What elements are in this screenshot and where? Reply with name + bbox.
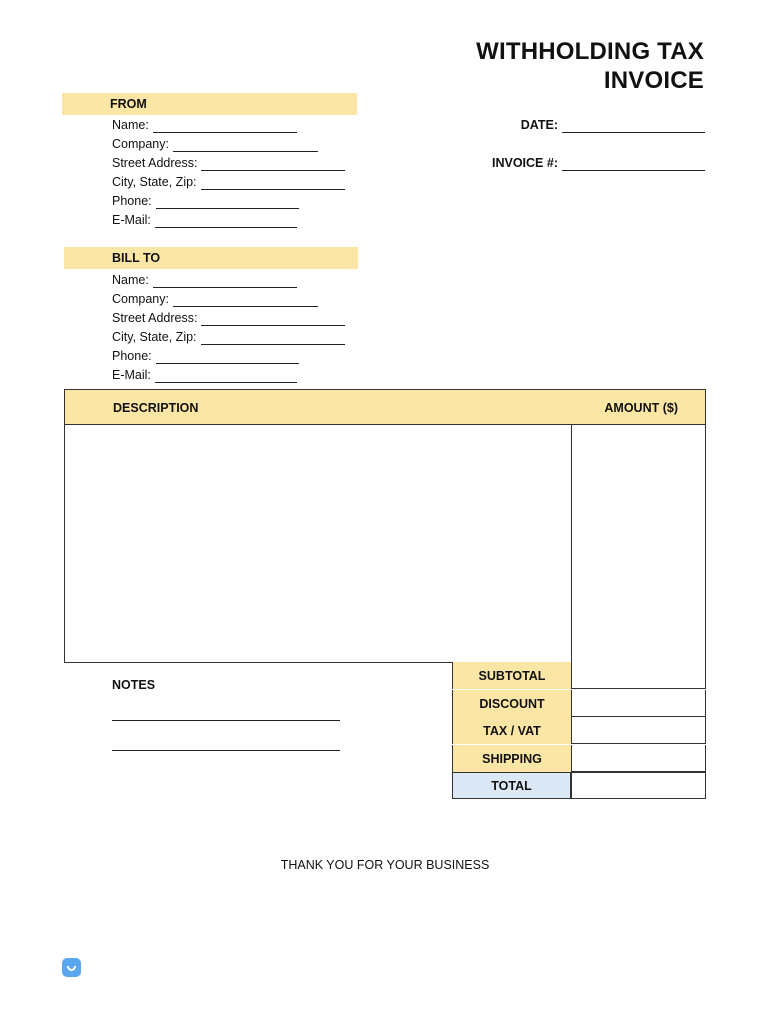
from-email-line — [155, 215, 297, 228]
description-header: DESCRIPTION — [113, 401, 199, 415]
bill-company-label: Company: — [112, 292, 169, 306]
bill-city-field[interactable] — [112, 329, 345, 345]
bill-to-band — [64, 247, 358, 269]
invoice-number-field[interactable] — [492, 155, 705, 171]
bill-name-label: Name: — [112, 273, 149, 287]
items-header-row — [65, 390, 705, 425]
bill-to-heading: BILL TO — [112, 251, 161, 265]
thank-you-message: THANK YOU FOR YOUR BUSINESS — [280, 858, 490, 872]
tax-label: TAX / VAT — [452, 717, 571, 744]
from-street-line — [201, 158, 345, 171]
notes-line-1[interactable] — [112, 720, 340, 721]
from-phone-field[interactable] — [112, 193, 299, 209]
tax-value[interactable] — [571, 717, 706, 744]
bill-email-label: E-Mail: — [112, 368, 151, 382]
from-name-line — [153, 120, 297, 133]
from-company-field[interactable] — [112, 136, 318, 152]
bill-phone-label: Phone: — [112, 349, 152, 363]
invoice-number-label: INVOICE #: — [492, 156, 558, 170]
from-heading: FROM — [110, 97, 147, 111]
from-email-field[interactable] — [112, 212, 297, 228]
bill-street-field[interactable] — [112, 310, 345, 326]
from-name-field[interactable] — [112, 117, 297, 133]
from-street-field[interactable] — [112, 155, 345, 171]
invoice-number-line — [562, 158, 705, 171]
total-value[interactable] — [571, 772, 706, 799]
bill-city-line — [201, 332, 345, 345]
title-line-2: INVOICE — [603, 67, 704, 94]
discount-value[interactable] — [571, 690, 706, 717]
bill-phone-line — [156, 351, 299, 364]
tax-row — [452, 717, 706, 744]
items-table — [64, 389, 706, 663]
date-field[interactable] — [521, 117, 705, 133]
subtotal-row — [452, 662, 706, 689]
bill-company-line — [173, 294, 318, 307]
from-city-label: City, State, Zip: — [112, 175, 197, 189]
shipping-row — [452, 745, 706, 772]
notes-line-2[interactable] — [112, 750, 340, 751]
total-label: TOTAL — [452, 772, 571, 799]
title-line-1: WITHHOLDING TAX — [476, 38, 704, 65]
from-email-label: E-Mail: — [112, 213, 151, 227]
smile-logo-icon — [62, 958, 81, 977]
bill-street-line — [201, 313, 345, 326]
notes-label: NOTES — [112, 678, 156, 692]
amount-header: AMOUNT ($) — [604, 401, 678, 415]
bill-name-line — [153, 275, 297, 288]
from-city-field[interactable] — [112, 174, 345, 190]
amount-cell[interactable] — [572, 425, 705, 662]
from-phone-line — [156, 196, 299, 209]
bill-city-label: City, State, Zip: — [112, 330, 197, 344]
shipping-value[interactable] — [571, 745, 706, 772]
bill-phone-field[interactable] — [112, 348, 299, 364]
bill-company-field[interactable] — [112, 291, 318, 307]
from-phone-label: Phone: — [112, 194, 152, 208]
bill-email-field[interactable] — [112, 367, 297, 383]
subtotal-label: SUBTOTAL — [452, 662, 571, 689]
from-name-label: Name: — [112, 118, 149, 132]
shipping-label: SHIPPING — [452, 745, 571, 772]
from-company-line — [173, 139, 318, 152]
bill-name-field[interactable] — [112, 272, 297, 288]
from-band — [62, 93, 357, 115]
from-company-label: Company: — [112, 137, 169, 151]
description-cell[interactable] — [65, 425, 571, 662]
date-label: DATE: — [520, 118, 558, 132]
from-street-label: Street Address: — [112, 156, 198, 170]
date-line — [562, 120, 705, 133]
from-city-line — [201, 177, 345, 190]
discount-row — [452, 690, 706, 717]
discount-label: DISCOUNT — [452, 690, 571, 717]
bill-email-line — [155, 370, 297, 383]
bill-street-label: Street Address: — [112, 311, 198, 325]
invoice-title — [476, 37, 704, 95]
total-row — [452, 772, 706, 799]
subtotal-value[interactable] — [571, 662, 706, 689]
